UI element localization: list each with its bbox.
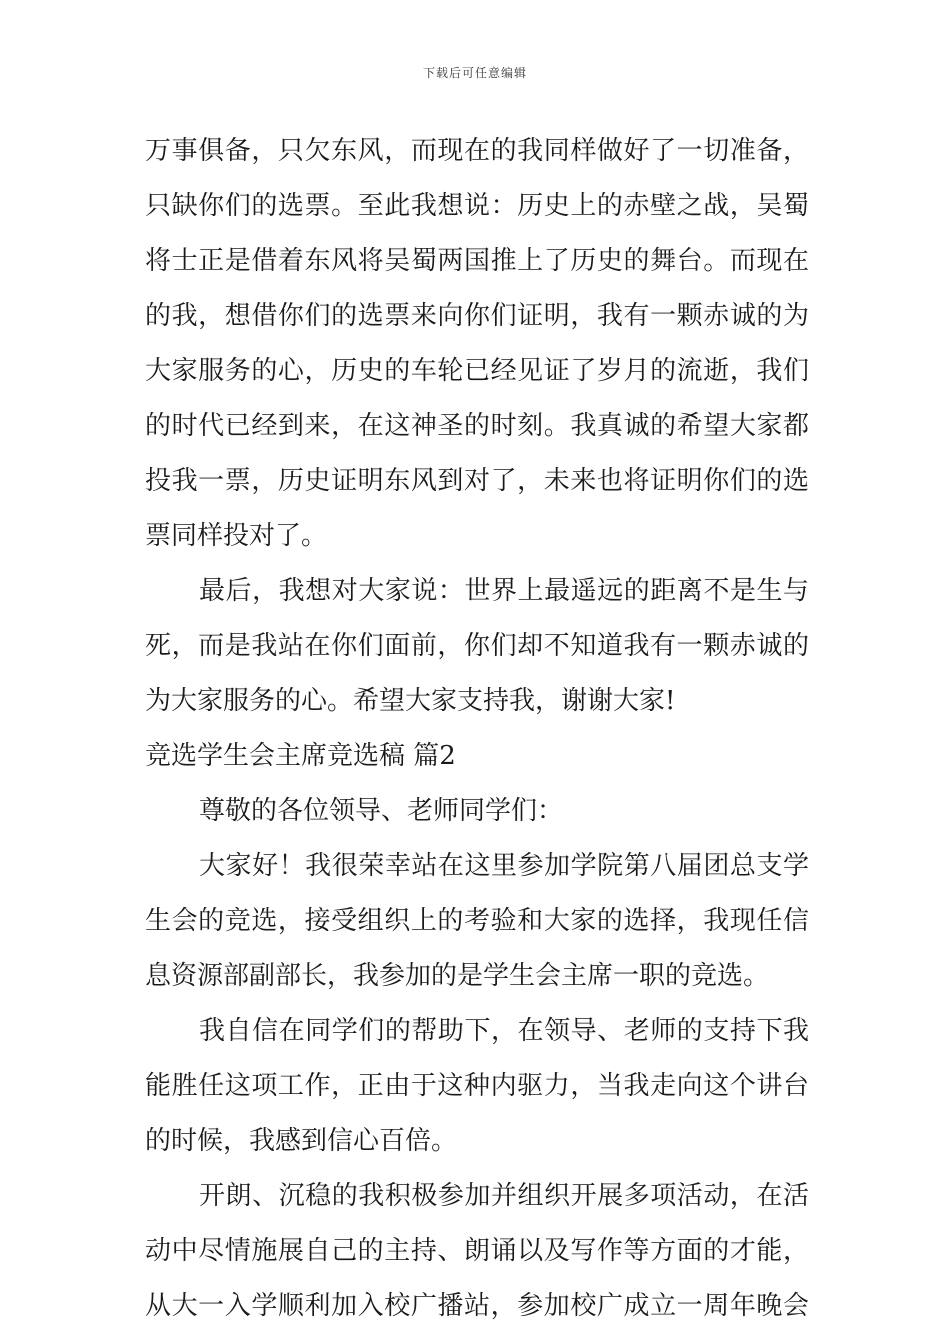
document-body	[145, 124, 809, 1334]
text-line: 从大一入学顺利加入校广播站，参加校广成立一周年晚会	[145, 1291, 809, 1321]
text-line: 尊敬的各位领导、老师同学们：	[199, 796, 564, 826]
text-line: 将士正是借着东风将吴蜀两国推上了历史的舞台。而现在	[145, 246, 809, 276]
text-line: 大家服务的心，历史的车轮已经见证了岁月的流逝，我们	[145, 356, 809, 386]
text-line: 投我一票，历史证明东风到对了，未来也将证明你们的选	[145, 466, 809, 496]
text-line: 只缺你们的选票。至此我想说：历史上的赤壁之战，吴蜀	[145, 191, 809, 221]
text-line: 的我，想借你们的选票来向你们证明，我有一颗赤诚的为	[145, 301, 809, 331]
text-line: 最后，我想对大家说：世界上最遥远的距离不是生与	[199, 576, 809, 606]
section-heading: 竞选学生会主席竞选稿 篇2	[145, 741, 456, 771]
text-line: 大家好！我很荣幸站在这里参加学院第八届团总支学	[199, 851, 809, 881]
text-line: 死，而是我站在你们面前，你们却不知道我有一颗赤诚的	[145, 631, 809, 661]
text-line: 票同样投对了。	[145, 521, 328, 551]
text-line: 的时候，我感到信心百倍。	[145, 1126, 458, 1156]
text-line: 为大家服务的心。希望大家支持我，谢谢大家!	[145, 686, 676, 716]
text-line: 开朗、沉稳的我积极参加并组织开展多项活动，在活	[199, 1181, 809, 1211]
text-line: 我自信在同学们的帮助下，在领导、老师的支持下我	[199, 1016, 809, 1046]
text-line: 息资源部副部长，我参加的是学生会主席一职的竞选。	[145, 961, 770, 991]
text-line: 的时代已经到来，在这神圣的时刻。我真诚的希望大家都	[145, 411, 809, 441]
text-line: 动中尽情施展自己的主持、朗诵以及写作等方面的才能，	[145, 1236, 809, 1266]
text-line: 生会的竞选，接受组织上的考验和大家的选择，我现任信	[145, 906, 809, 936]
text-line: 能胜任这项工作，正由于这种内驱力，当我走向这个讲台	[145, 1071, 809, 1101]
text-line: 万事俱备，只欠东风，而现在的我同样做好了一切准备，	[145, 136, 809, 166]
page-header: 下载后可任意编辑	[422, 66, 527, 80]
